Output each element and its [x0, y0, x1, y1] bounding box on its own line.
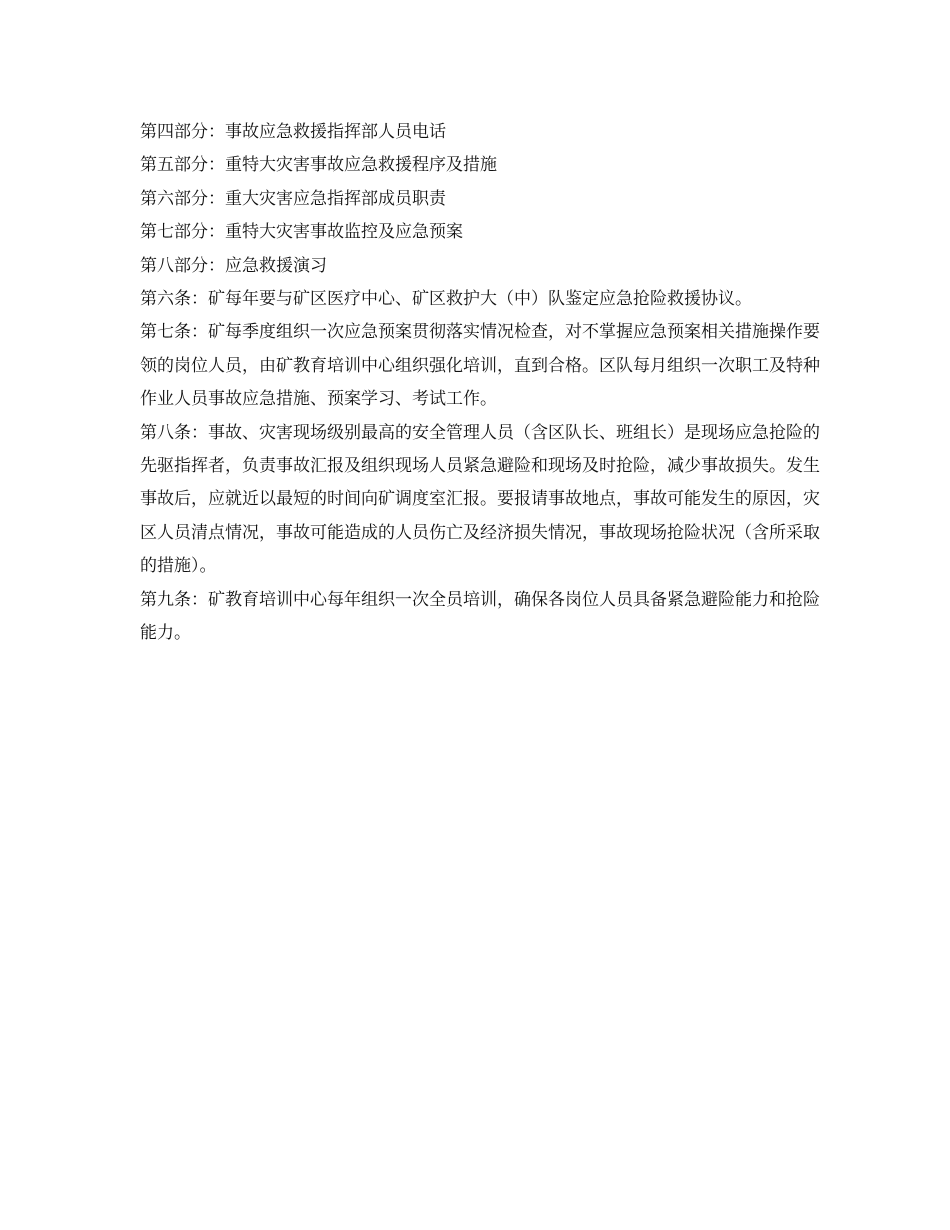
outline-item-part-7: 第七部分：重特大灾害事故监控及应急预案: [140, 222, 463, 243]
article-7: 第七条：矿每季度组织一次应急预案贯彻落实情况检查，对不掌握应急预案相关措施操作要领的岗位人员，由矿教育培训中心组织强化培训，直到合格。区队每月组织一次职工及特种作业人员事故应急措施、预案学习、考试工作。: [140, 322, 820, 410]
article-9: 第九条：矿教育培训中心每年组织一次全员培训，确保各岗位人员具备紧急避险能力和抢险能力。: [140, 589, 820, 644]
article-8: 第八条：事故、灾害现场级别最高的安全管理人员（含区队长、班组长）是现场应急抢险的先驱指挥者，负责事故汇报及组织现场人员紧急避险和现场及时抢险，减少事故损失。发生事故后，应就近以最短的时间向矿调度室汇报。要报请事故地点，事故可能发生的原因，灾区人员清点情况，事故可能造成的人员伤亡及经济损失情况，事故现场抢险状况（含所采取的措施）。: [140, 422, 820, 577]
outline-item-part-6: 第六部分：重大灾害应急指挥部成员职责: [140, 188, 446, 209]
outline-item-part-5: 第五部分：重特大灾害事故应急救援程序及措施: [140, 155, 497, 176]
article-6: 第六条：矿每年要与矿区医疗中心、矿区救护大（中）队鉴定应急抢险救援协议。: [140, 288, 752, 309]
document-page: [140, 116, 830, 650]
outline-item-part-8: 第八部分：应急救援演习: [140, 255, 327, 276]
outline-item-part-4: 第四部分：事故应急救援指挥部人员电话: [140, 122, 446, 142]
